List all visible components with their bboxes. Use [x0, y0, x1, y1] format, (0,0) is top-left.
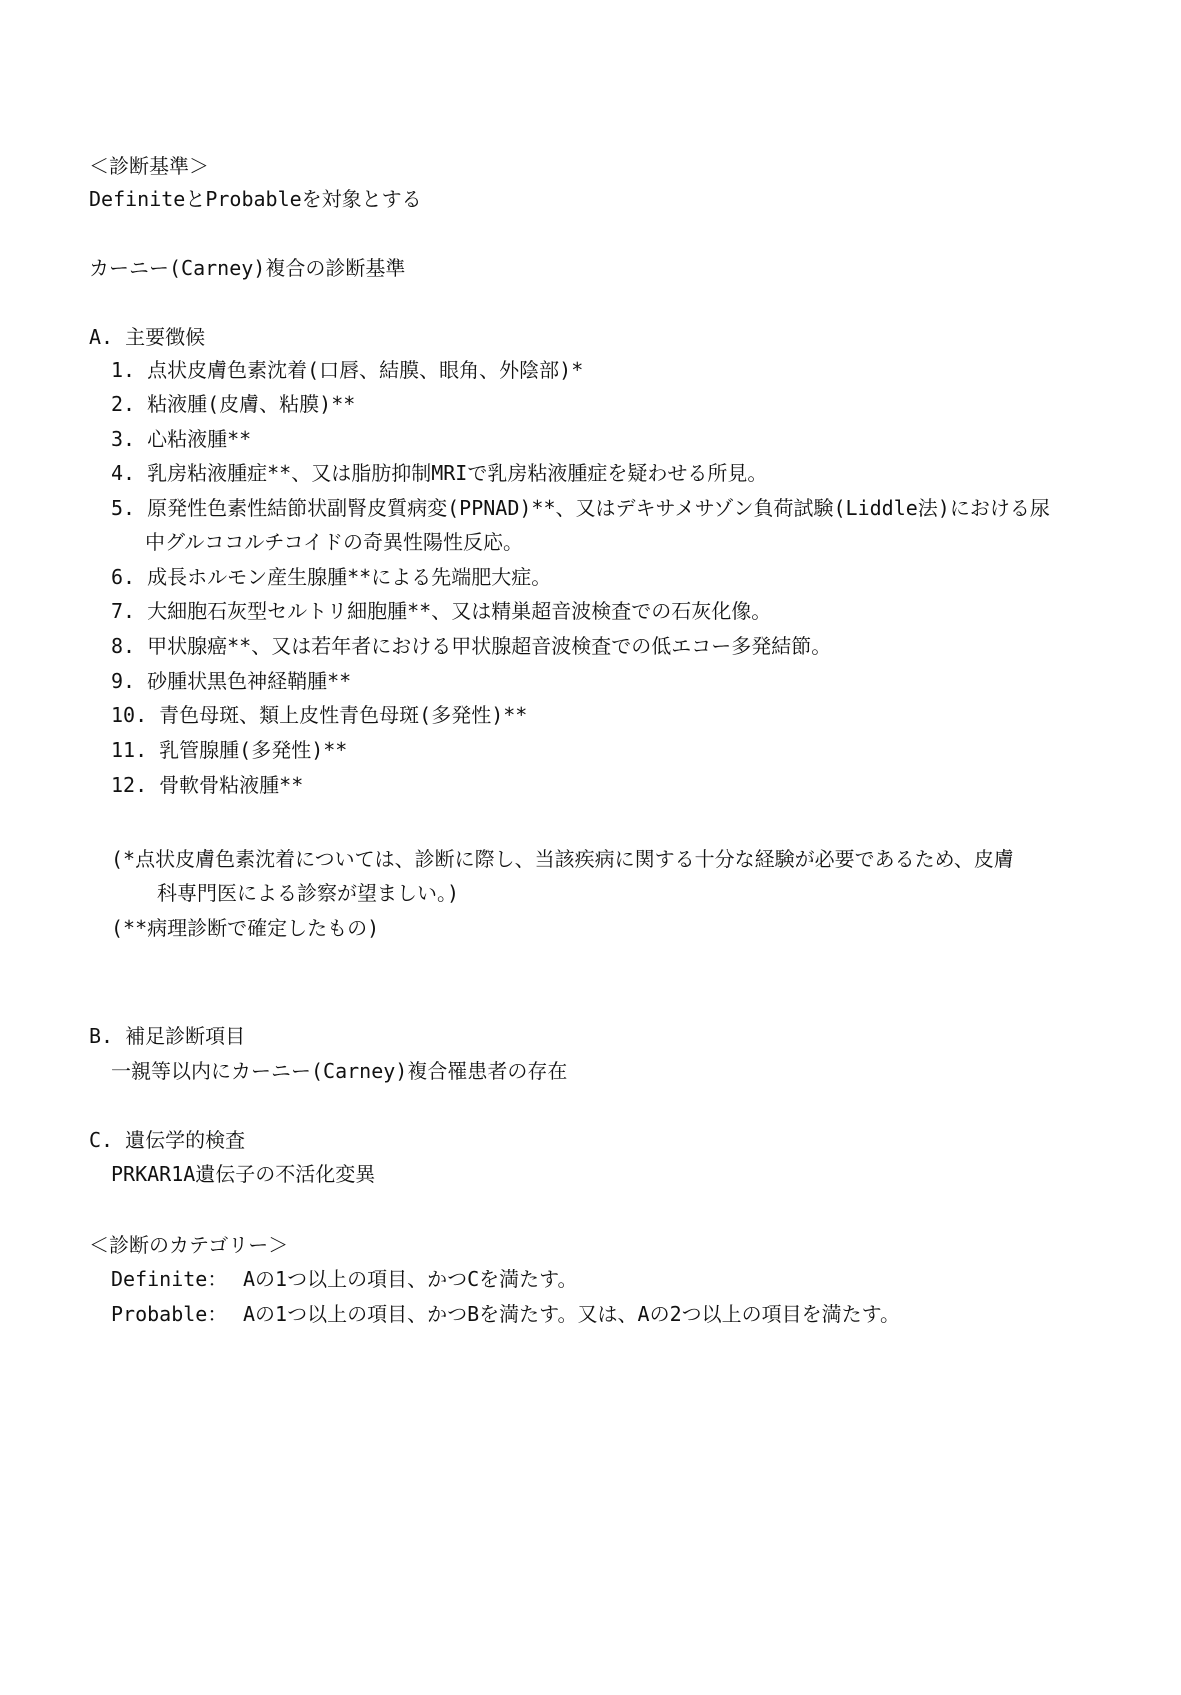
footnote: (**病理診断で確定したもの) [111, 916, 380, 940]
list-item: 12. 骨軟骨粘液腫** [111, 773, 304, 797]
probable-text: Aの1つ以上の項目、かつBを満たす。又は、Aの2つ以上の項目を満たす。 [243, 1302, 901, 1326]
section-a-heading: A. 主要徴候 [89, 325, 206, 349]
section-c-text: PRKAR1A遺伝子の不活化変異 [111, 1162, 376, 1186]
list-item: 3. 心粘液腫** [111, 427, 252, 451]
criteria-heading: ＜診断基準＞ [89, 154, 209, 178]
list-item: 4. 乳房粘液腫症**、又は脂肪抑制MRIで乳房粘液腫症を疑わせる所見。 [111, 461, 768, 485]
list-item: 2. 粘液腫(皮膚、粘膜)** [111, 392, 356, 416]
list-item: 11. 乳管腺腫(多発性)** [111, 738, 348, 762]
section-b-heading: B. 補足診断項目 [89, 1024, 246, 1048]
list-item: 5. 原発性色素性結節状副腎皮質病変(PPNAD)**、又はデキサメサゾン負荷試験(Liddle法)における尿 [111, 496, 1050, 520]
definite-label: Definite： [111, 1267, 228, 1291]
list-item: 6. 成長ホルモン産生腺腫**による先端肥大症。 [111, 565, 552, 589]
document-title: カーニー(Carney)複合の診断基準 [89, 256, 406, 280]
list-item: 1. 点状皮膚色素沈着(口唇、結膜、眼角、外陰部)* [111, 358, 584, 382]
list-item: 10. 青色母斑、類上皮性青色母斑(多発性)** [111, 703, 528, 727]
footnote: (*点状皮膚色素沈着については、診断に際し、当該疾病に関する十分な経験が必要であるため、皮膚 [111, 847, 1014, 871]
category-definite [111, 1267, 578, 1291]
section-b-text: 一親等以内にカーニー(Carney)複合罹患者の存在 [111, 1059, 568, 1083]
target-line: DefiniteとProbableを対象とする [89, 187, 422, 211]
definite-text: Aの1つ以上の項目、かつCを満たす。 [243, 1267, 578, 1291]
list-item-continuation: 中グルココルチコイドの奇異性陽性反応。 [145, 530, 523, 554]
probable-label: Probable： [111, 1302, 228, 1326]
category-probable [111, 1302, 900, 1326]
section-c-heading: C. 遺伝学的検査 [89, 1128, 246, 1152]
category-heading: ＜診断のカテゴリー＞ [89, 1233, 289, 1257]
list-item: 8. 甲状腺癌**、又は若年者における甲状腺超音波検査での低エコー多発結節。 [111, 634, 832, 658]
list-item: 7. 大細胞石灰型セルトリ細胞腫**、又は精巣超音波検査での石灰化像。 [111, 599, 772, 623]
list-item: 9. 砂腫状黒色神経鞘腫** [111, 669, 352, 693]
footnote-continuation: 科専門医による診察が望ましい。) [157, 881, 460, 905]
